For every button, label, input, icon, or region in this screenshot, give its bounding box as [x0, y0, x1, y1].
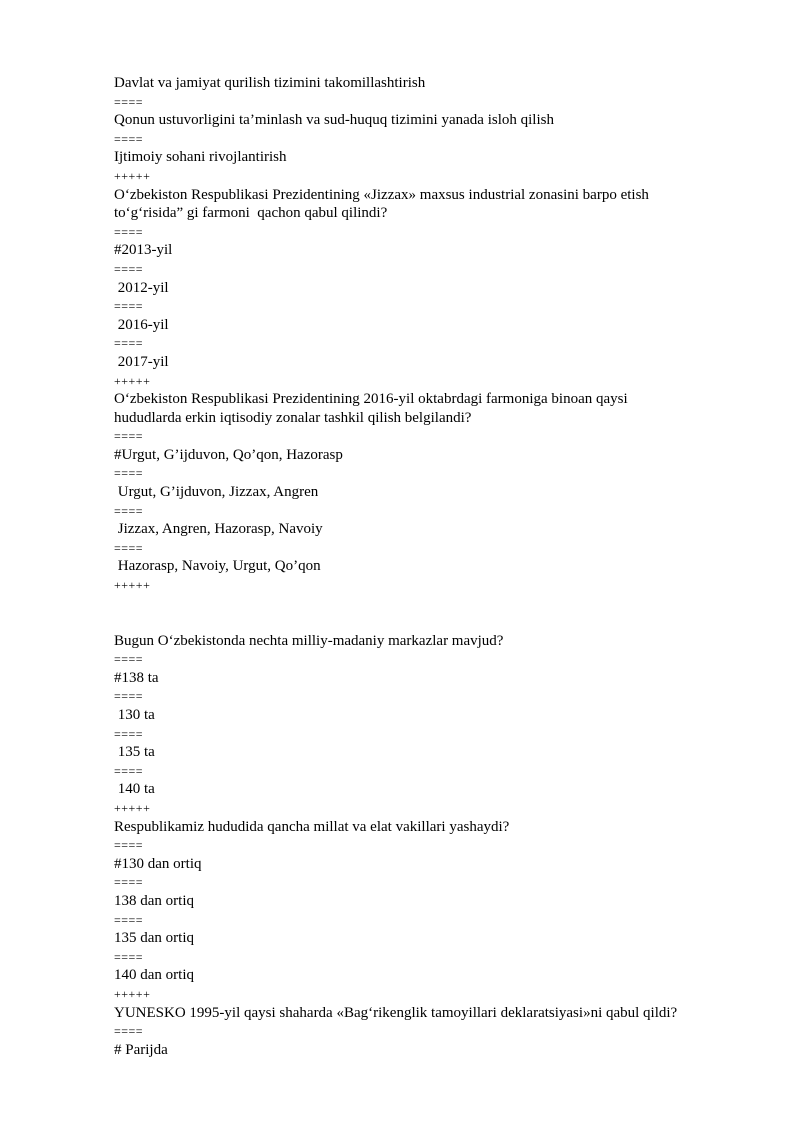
- question-text: to‘g‘risida” gi farmoni qachon qabul qilindi?: [114, 205, 388, 222]
- question-text: Respublikamiz hududida qancha millat va elat vakillari yashaydi?: [114, 818, 510, 835]
- separator: ====: [114, 763, 144, 778]
- question-text: hududlarda erkin iqtisodiy zonalar tashkil qilish belgilandi?: [114, 409, 472, 426]
- separator: ====: [114, 503, 144, 518]
- answer-option: Hazorasp, Navoiy, Urgut, Qo’qon: [114, 558, 321, 575]
- answer-option: 135 dan ortiq: [114, 930, 194, 947]
- answer-option: 2017-yil: [114, 353, 169, 370]
- answer-option: 140 ta: [114, 781, 155, 798]
- answer-option: 2012-yil: [114, 279, 169, 296]
- separator: ====: [114, 949, 144, 964]
- separator: ====: [114, 224, 144, 239]
- separator: ====: [114, 131, 144, 146]
- answer-option: 2016-yil: [114, 316, 169, 333]
- question-separator: +++++: [114, 578, 151, 593]
- separator: ====: [114, 429, 144, 444]
- question-separator: +++++: [114, 800, 151, 815]
- question-separator: +++++: [114, 168, 151, 183]
- answer-option: 138 dan ortiq: [114, 892, 194, 909]
- separator: ====: [114, 540, 144, 555]
- question-separator: +++++: [114, 986, 151, 1001]
- separator: ====: [114, 726, 144, 741]
- correct-answer: #2013-yil: [114, 242, 173, 259]
- answer-option: Jizzax, Angren, Hazorasp, Navoiy: [114, 521, 323, 538]
- answer-option: Urgut, G’ijduvon, Jizzax, Angren: [114, 484, 319, 501]
- question-text: O‘zbekiston Respublikasi Prezidentining 2016-yil oktabrdagi farmoniga binoan qaysi: [114, 391, 628, 408]
- separator: ====: [114, 94, 144, 109]
- separator: ====: [114, 875, 144, 890]
- document-body: [114, 74, 734, 1059]
- text-line: Ijtimoiy sohani rivojlantirish: [114, 149, 287, 166]
- question-text: O‘zbekiston Respublikasi Prezidentining «Jizzax» maxsus industrial zonasini barpo etish: [114, 186, 649, 203]
- separator: ====: [114, 689, 144, 704]
- text-line: Davlat va jamiyat qurilish tizimini takomillashtirish: [114, 75, 426, 91]
- answer-option: 140 dan ortiq: [114, 967, 194, 984]
- separator: ====: [114, 261, 144, 276]
- answer-option: 135 ta: [114, 744, 155, 761]
- question-separator: +++++: [114, 373, 151, 388]
- correct-answer: #138 ta: [114, 669, 159, 686]
- separator: ====: [114, 838, 144, 853]
- question-text: Bugun O‘zbekistonda nechta milliy-madaniy markazlar mavjud?: [114, 632, 504, 649]
- separator: ====: [114, 466, 144, 481]
- correct-answer: # Parijda: [114, 1041, 168, 1058]
- text-line: Qonun ustuvorligini ta’minlash va sud-huquq tizimini yanada isloh qilish: [114, 112, 554, 129]
- correct-answer: #Urgut, G’ijduvon, Qo’qon, Hazorasp: [114, 446, 343, 463]
- correct-answer: #130 dan ortiq: [114, 855, 202, 872]
- question-text: YUNESKO 1995-yil qaysi shaharda «Bag‘rikenglik tamoyillari deklaratsiyasi»ni qabul qildi?: [114, 1004, 678, 1021]
- separator: ====: [114, 1024, 144, 1039]
- separator: ====: [114, 652, 144, 667]
- separator: ====: [114, 336, 144, 351]
- separator: ====: [114, 299, 144, 314]
- separator: ====: [114, 912, 144, 927]
- blank-space: [114, 595, 734, 632]
- answer-option: 130 ta: [114, 707, 155, 723]
